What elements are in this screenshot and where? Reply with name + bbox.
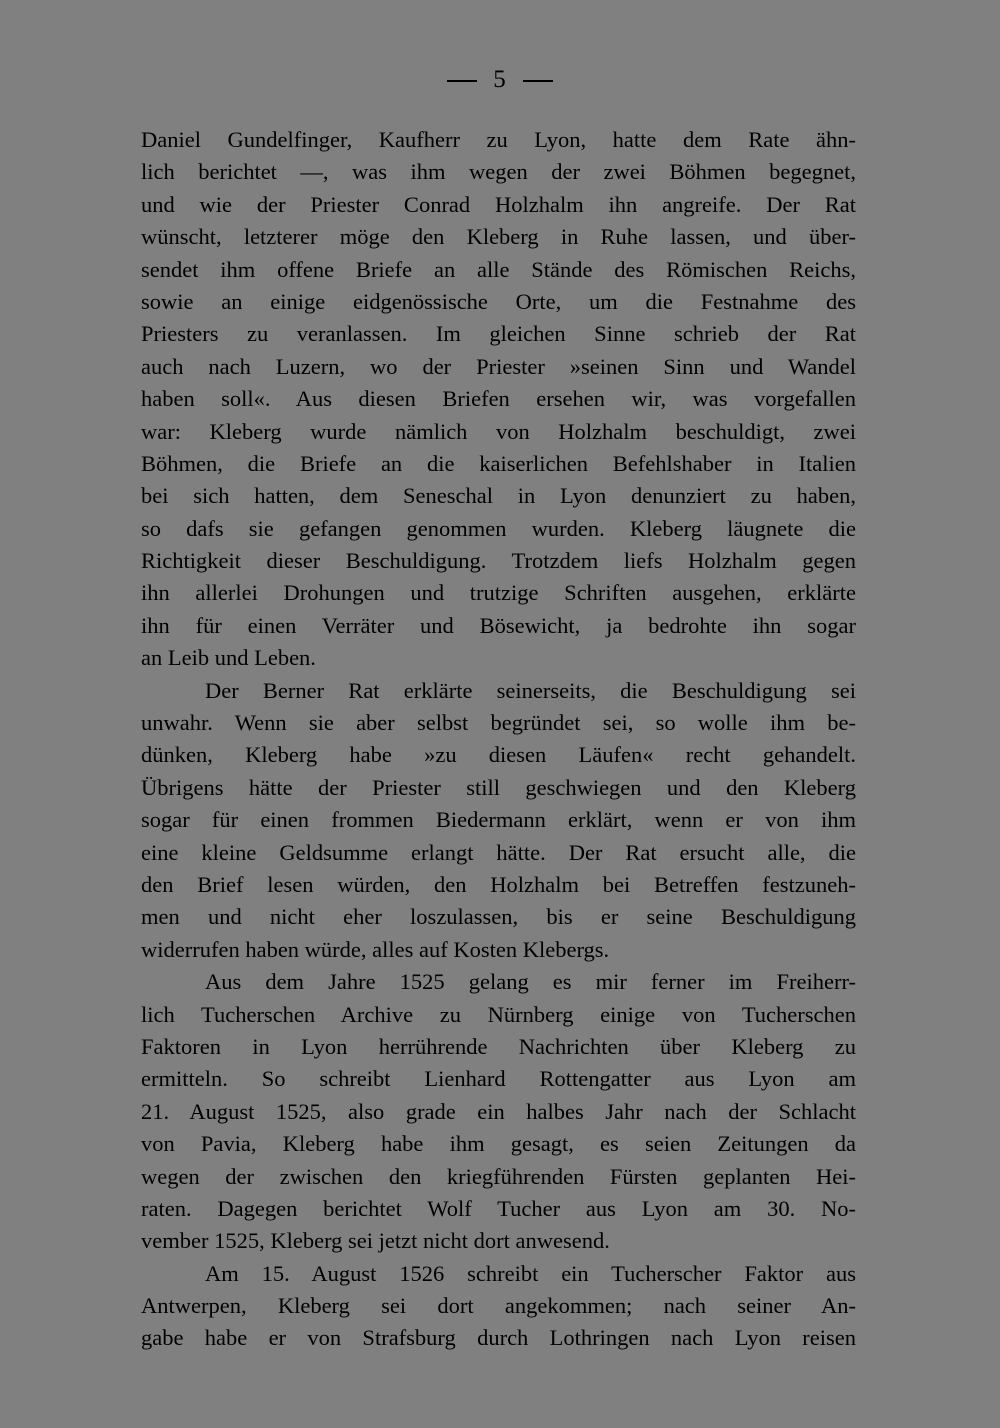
text-line: vember 1525, Kleberg sei jetzt nicht dort anwesend. (141, 1228, 610, 1254)
text-line: gabe habe er von Strafsburg durch Lothringen nach Lyon reisen (141, 1325, 856, 1351)
text-line: ihn allerlei Drohungen und trutzige Schriften ausgehen, erklärte (141, 580, 856, 606)
text-line: den Brief lesen würden, den Holzhalm bei Betreffen festzuneh- (141, 871, 856, 897)
text-line: Priesters zu veranlassen. Im gleichen Sinne schrieb der Rat (141, 321, 856, 347)
text-line: lich Tucherschen Archive zu Nürnberg einige von Tucherschen (141, 1001, 856, 1027)
text-line: haben soll«. Aus diesen Briefen ersehen wir, was vorgefallen (141, 386, 856, 412)
text-line: und wie der Priester Conrad Holzhalm ihn angreife. Der Rat (141, 191, 856, 217)
text-line: 21. August 1525, also grade ein halbes Jahr nach der Schlacht (141, 1098, 856, 1124)
text-line: raten. Dagegen berichtet Wolf Tucher aus Lyon am 30. No- (141, 1195, 856, 1221)
text-line: war: Kleberg wurde nämlich von Holzhalm beschuldigt, zwei (141, 418, 856, 444)
text-line: ermitteln. So schreibt Lienhard Rottengatter aus Lyon am (141, 1066, 856, 1092)
text-line: von Pavia, Kleberg habe ihm gesagt, es seien Zeitungen da (141, 1131, 856, 1157)
text-line: Böhmen, die Briefe an die kaiserlichen Befehlshaber in Italien (141, 450, 856, 476)
text-line: sendet ihm offene Briefe an alle Stände des Römischen Reichs, (141, 256, 856, 282)
header-dash-left (447, 80, 477, 82)
header-dash-right (523, 80, 553, 82)
text-line: Richtigkeit dieser Beschuldigung. Trotzdem liefs Holzhalm gegen (141, 548, 856, 574)
text-line: Antwerpen, Kleberg sei dort angekommen; nach seiner An- (141, 1293, 856, 1319)
page-body-text (141, 124, 856, 1355)
text-line: bei sich hatten, dem Seneschal in Lyon denunziert zu haben, (141, 483, 856, 509)
text-line: sowie an einige eidgenössische Orte, um die Festnahme des (141, 288, 856, 314)
text-line: so dafs sie gefangen genommen wurden. Kleberg läugnete die (141, 515, 856, 541)
text-line: unwahr. Wenn sie aber selbst begründet sei, so wolle ihm be- (141, 710, 856, 736)
page-number: 5 (493, 66, 507, 93)
text-line: Faktoren in Lyon herrührende Nachrichten über Kleberg zu (141, 1033, 856, 1059)
text-line: widerrufen haben würde, alles auf Kosten Klebergs. (141, 936, 610, 962)
text-line: men und nicht eher loszulassen, bis er seine Beschuldigung (141, 904, 856, 930)
text-line: ihn für einen Verräter und Bösewicht, ja bedrohte ihn sogar (141, 612, 856, 638)
text-line: Übrigens hätte der Priester still geschwiegen und den Kleberg (141, 774, 856, 800)
text-line: Daniel Gundelfinger, Kaufherr zu Lyon, hatte dem Rate ähn- (141, 127, 856, 152)
text-line: wegen der zwischen den kriegführenden Fürsten geplanten Hei- (141, 1163, 856, 1189)
text-line: dünken, Kleberg habe »zu diesen Läufen« recht gehandelt. (141, 742, 856, 768)
paragraph-first-line: Aus dem Jahre 1525 gelang es mir ferner im Freiherr- (205, 969, 856, 995)
text-line: sogar für einen frommen Biedermann erklärt, wenn er von ihm (141, 807, 856, 833)
text-line: an Leib und Leben. (141, 645, 316, 671)
text-line: lich berichtet —, was ihm wegen der zwei Böhmen begegnet, (141, 159, 856, 185)
paragraph-first-line: Der Berner Rat erklärte seinerseits, die Beschuldigung sei (205, 677, 856, 703)
page-header (0, 62, 1000, 98)
text-line: auch nach Luzern, wo der Priester »seinen Sinn und Wandel (141, 353, 856, 379)
text-line: wünscht, letzterer möge den Kleberg in Ruhe lassen, und über- (141, 224, 856, 250)
text-line: eine kleine Geldsumme erlangt hätte. Der Rat ersucht alle, die (141, 839, 856, 865)
paragraph-first-line: Am 15. August 1526 schreibt ein Tucherscher Faktor aus (205, 1260, 856, 1286)
